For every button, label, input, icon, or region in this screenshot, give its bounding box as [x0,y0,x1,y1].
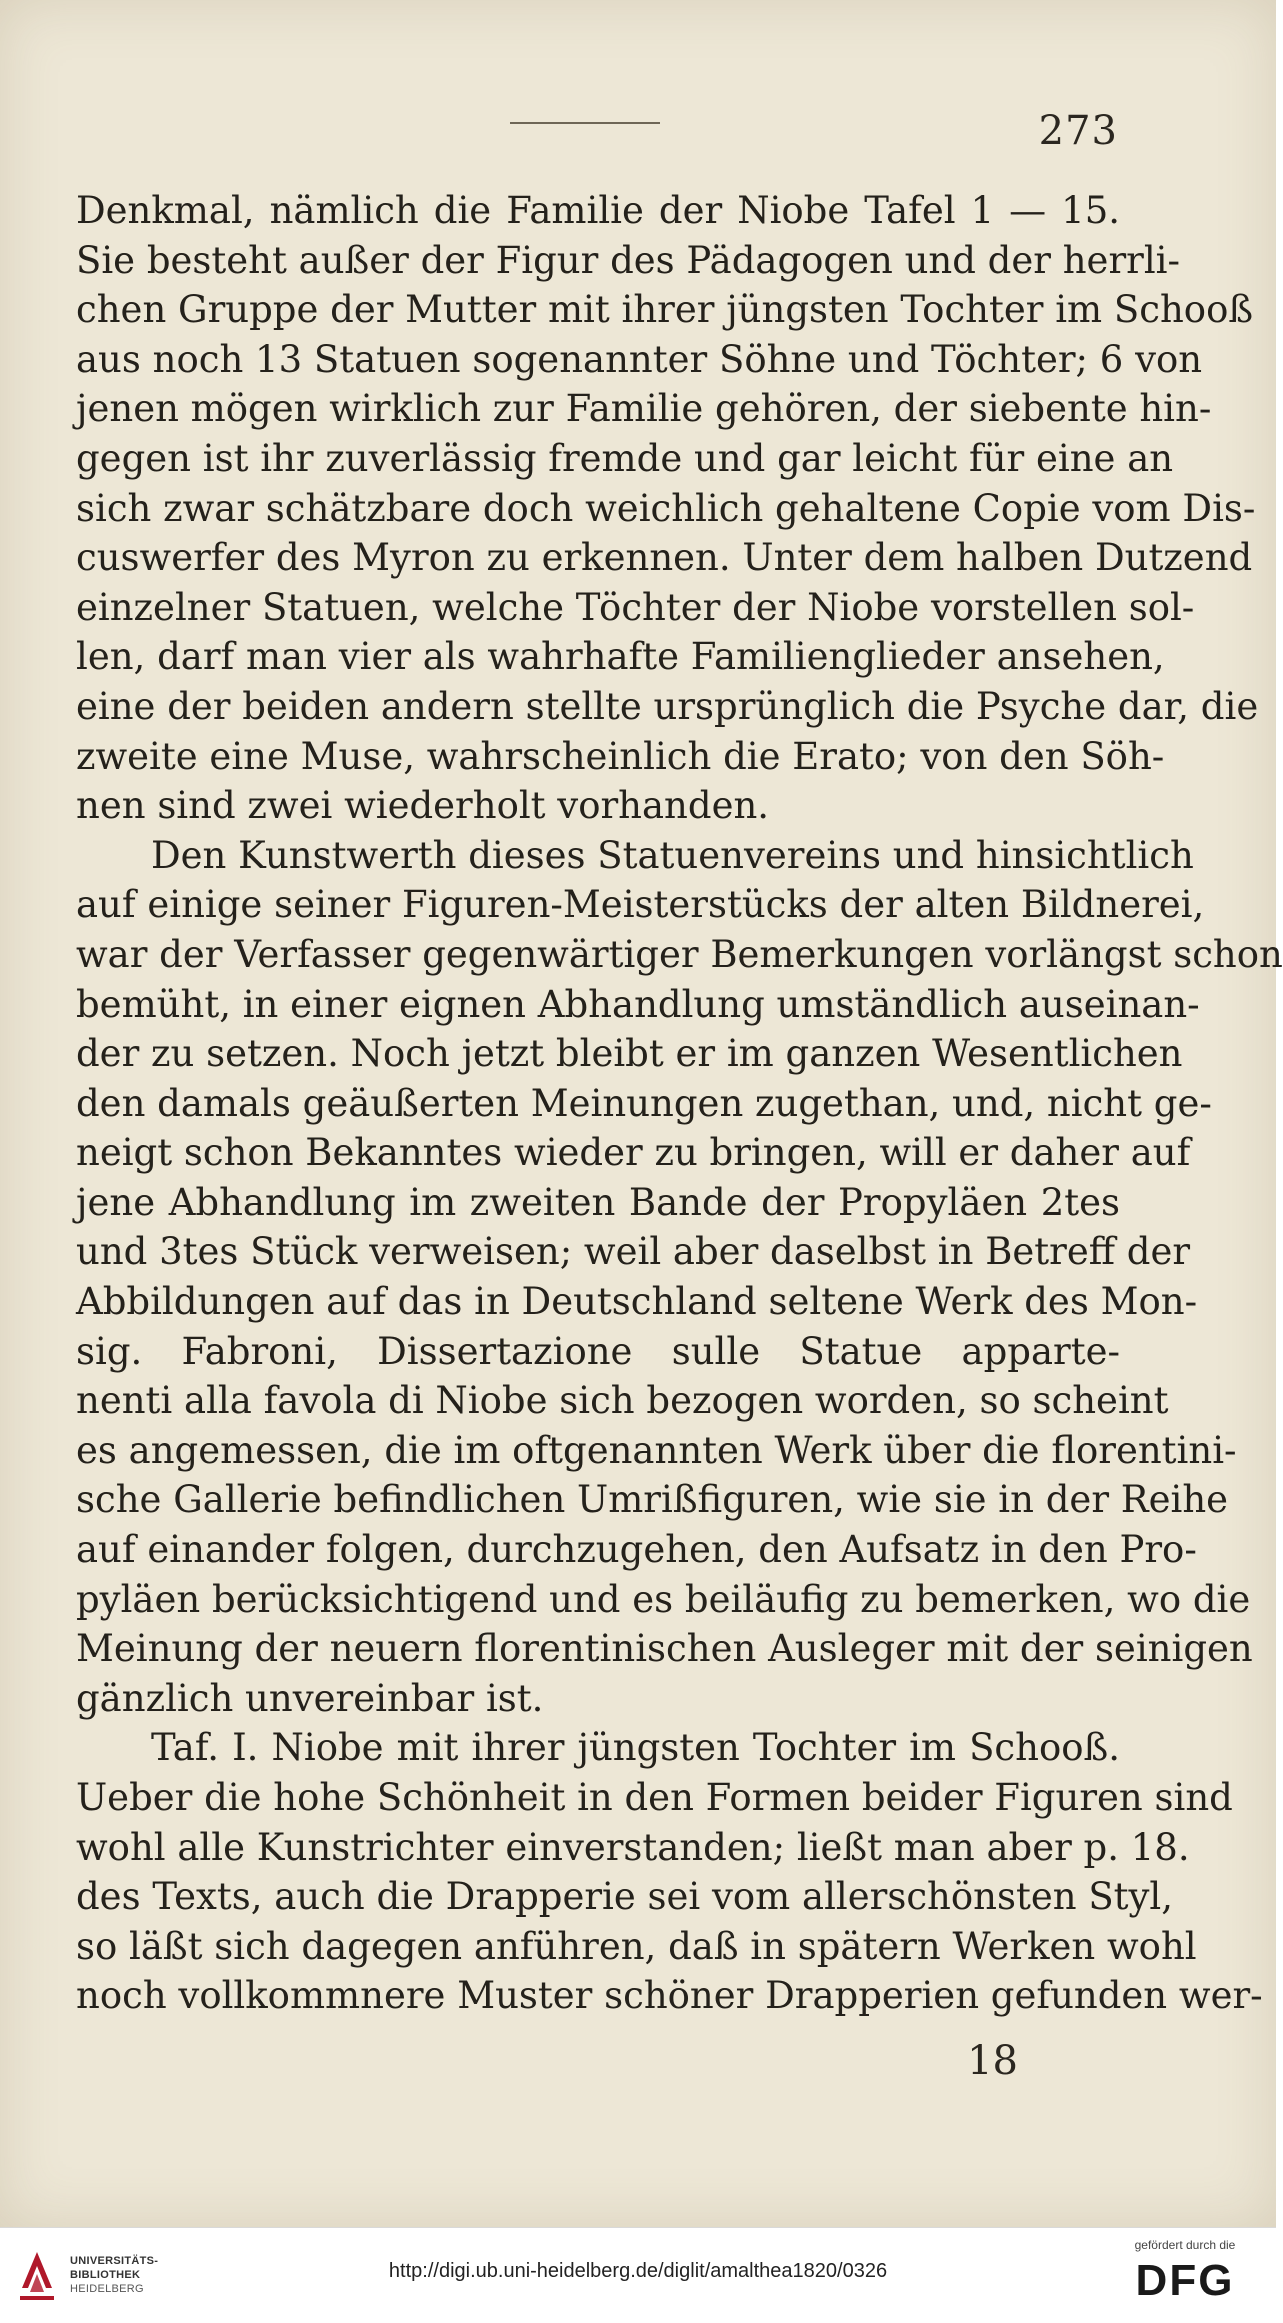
text-line: und 3tes Stück verweisen; weil aber daselbst in Betreff der [76,1230,1191,1274]
text-line: nenti alla favola di Niobe sich bezogen worden, so scheint [76,1379,1169,1423]
text-line: sche Gallerie befindlichen Umrißfiguren, wie sie in der Reihe [76,1478,1229,1522]
text-line: den damals geäußerten Meinungen zugethan, und, nicht ge- [76,1081,1212,1125]
paragraph-1 [76,186,1259,831]
text-line: aus noch 13 Statuen sogenannter Söhne und Töchter; 6 von [76,337,1203,381]
text-line: cuswerfer des Myron zu erkennen. Unter dem halben Dutzend [76,536,1253,580]
text-line: noch vollkommnere Muster schöner Drapperien gefunden wer- [76,1974,1263,2018]
text-line: pyläen berücksichtigend und es beiläufig zu bemerken, wo die [76,1577,1251,1621]
library-name-line-2: BIBLIOTHEK [70,2269,141,2281]
text-line: eine der beiden andern stellte ursprünglich die Psyche dar, die [76,684,1259,728]
text-line: Denkmal, nämlich die Familie der Niobe Tafel 1 — 15. [76,189,1120,232]
text-line: Taf. I. Niobe mit ihrer jüngsten Tochter im Schooß. [151,1726,1120,1770]
text-line: bemüht, in einer eignen Abhandlung umständlich auseinan- [76,982,1200,1026]
text-line: der zu setzen. Noch jetzt bleibt er im ganzen Wesentlichen [76,1032,1183,1076]
text-line: gegen ist ihr zuverlässig fremde und gar leicht für eine an [76,436,1174,480]
text-line: auf einander folgen, durchzugehen, den Aufsatz in den Pro- [76,1528,1197,1572]
text-line: Sie besteht außer der Figur des Pädagogen und der herrli- [76,238,1180,282]
permalink-url[interactable]: http://digi.ub.uni-heidelberg.de/diglit/amalthea1820/0326 [388,2260,888,2282]
text-line: Meinung der neuern florentinischen Ausleger mit der seinigen [76,1627,1253,1671]
text-line: sich zwar schätzbare doch weichlich gehaltene Copie vom Dis- [76,486,1256,530]
library-city: HEIDELBERG [70,2283,144,2295]
text-line: zweite eine Muse, wahrscheinlich die Erato; von den Söh- [76,734,1165,778]
text-line: jene Abhandlung im zweiten Bande der Propyläen 2tes [76,1180,1120,1224]
paragraph-3 [76,1723,1263,2021]
viewer-footer [0,2227,1276,2323]
text-line: des Texts, auch die Drapperie sei vom allerschönsten Styl, [76,1875,1174,1919]
funder-caption: gefördert durch die [1134,2238,1236,2252]
text-line: len, darf man vier als wahrhafte Familienglieder ansehen, [76,635,1165,679]
text-line: Den Kunstwerth dieses Statuenvereins und hinsichtlich [151,833,1194,877]
text-line: jenen mögen wirklich zur Familie gehören, der siebente hin- [76,387,1212,431]
dfg-logo-icon: DFG [1135,2256,1235,2305]
text-line: sig. Fabroni, Dissertazione sulle Statue apparte- [76,1329,1120,1373]
library-name-line-1: UNIVERSITÄTS- [70,2255,159,2267]
text-line: einzelner Statuen, welche Töchter der Niobe vorstellen sol- [76,585,1195,629]
catchword: 18 [967,2038,1018,2084]
paragraph-2 [76,831,1283,1724]
text-line: es angemessen, die im oftgenannten Werk über die florentini- [76,1428,1237,1472]
page-number: 273 [1038,108,1118,154]
text-line: so läßt sich dagegen anführen, daß in spätern Werken wohl [76,1924,1197,1968]
text-line: neigt schon Bekanntes wieder zu bringen, will er daher auf [76,1131,1191,1175]
text-line: Abbildungen auf das in Deutschland seltene Werk des Mon- [76,1280,1198,1324]
funder-logo[interactable] [1110,2238,1260,2318]
text-line: auf einige seiner Figuren-Meisterstücks der alten Bildnerei, [76,883,1205,927]
text-line: gänzlich unvereinbar ist. [76,1676,544,1720]
text-line: Ueber die hohe Schönheit in den Formen beider Figuren sind [76,1776,1233,1819]
text-line: wohl alle Kunstrichter einverstanden; ließt man aber p. 18. [76,1825,1190,1869]
page-body [76,186,1283,2021]
text-line: war der Verfasser gegenwärtiger Bemerkungen vorlängst schon [76,932,1283,976]
text-line: nen sind zwei wiederholt vorhanden. [76,784,770,828]
text-line: chen Gruppe der Mutter mit ihrer jüngsten Tochter im Schooß [76,288,1254,332]
header-rule [510,122,660,124]
